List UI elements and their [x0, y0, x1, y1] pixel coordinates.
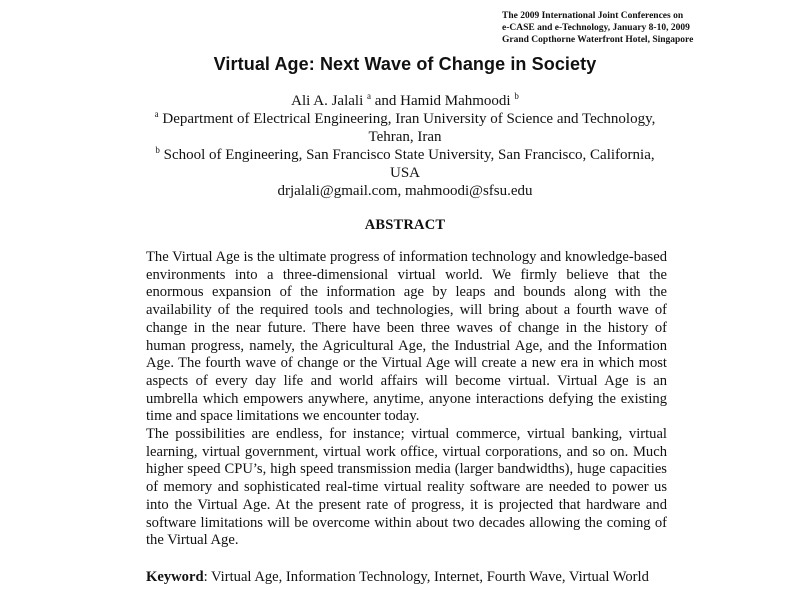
affiliation-b-line-2: USA — [389, 165, 420, 181]
author-list — [145, 92, 665, 110]
author-block — [145, 92, 665, 200]
affiliation-b-mark: b — [155, 145, 160, 155]
author-conjunction: and — [371, 93, 401, 109]
conference-header — [502, 10, 802, 46]
author-1: Ali A. Jalali — [291, 93, 364, 109]
conference-line-2: e-CASE and e-Technology, January 8-10, 2009 — [502, 23, 690, 33]
affiliation-b — [145, 146, 665, 164]
affiliation-a-line-1: Department of Electrical Engineering, Iran University of Science and Technology, — [158, 111, 656, 127]
affiliation-a-mark: a — [154, 109, 159, 119]
affiliation-a — [145, 110, 665, 128]
affiliation-b-line-1: School of Engineering, San Francisco State University, San Francisco, California, — [159, 147, 655, 163]
abstract-paragraph-2: The possibilities are endless, for instance; virtual commerce, virtual banking, virtual learning, virtual government, virtual work office, virtual corporations, and so on. Much higher speed CPU’s, high speed transmission media (larger bandwidths), huge capacities of memory and sophisticated real-time virtual reality software are needed to power us into the Virtual Age. At the present rate of progress, it is projected that hardware and software limitations will be overcome within about two decades allowing the coming of the Virtual Age. — [146, 426, 667, 549]
author-1-affiliation-mark: a — [367, 91, 371, 101]
conference-line-1: The 2009 International Joint Conferences on — [502, 11, 684, 21]
paper-title: Virtual Age: Next Wave of Change in Society — [213, 54, 597, 74]
keyword-label: Keyword — [146, 569, 204, 585]
abstract-body — [146, 249, 667, 550]
keyword-list: Virtual Age, Information Technology, Internet, Fourth Wave, Virtual World — [211, 569, 649, 585]
conference-line-3: Grand Copthorne Waterfront Hotel, Singapore — [502, 35, 694, 45]
author-emails: drjalali@gmail.com, mahmoodi@sfsu.edu — [277, 183, 533, 199]
author-2: Hamid Mahmoodi — [400, 93, 511, 109]
author-2-affiliation-mark: b — [514, 91, 519, 101]
abstract-paragraph-1: The Virtual Age is the ultimate progress of information technology and knowledge-based environments into a three-dimensional virtual world. We firmly believe that the enormous expansion of the information age by leaps and bounds along with the availability of the required tools and technologies, will bring about a fourth wave of change in the near future. There have been three waves of change in the history of human progress, namely, the Agricultural Age, the Industrial Age, and the Information Age. The fourth wave of change or the Virtual Age will create a new era in which most aspects of every day life and world affairs will become virtual. Virtual Age is an umbrella which empowers anywhere, anytime, anyone interactions defying the existing time and space limitations we encounter today. — [146, 249, 667, 425]
keyword-separator: : — [203, 569, 212, 585]
keywords — [146, 569, 667, 587]
affiliation-a-line-2: Tehran, Iran — [368, 129, 442, 145]
abstract-heading: ABSTRACT — [364, 217, 446, 233]
